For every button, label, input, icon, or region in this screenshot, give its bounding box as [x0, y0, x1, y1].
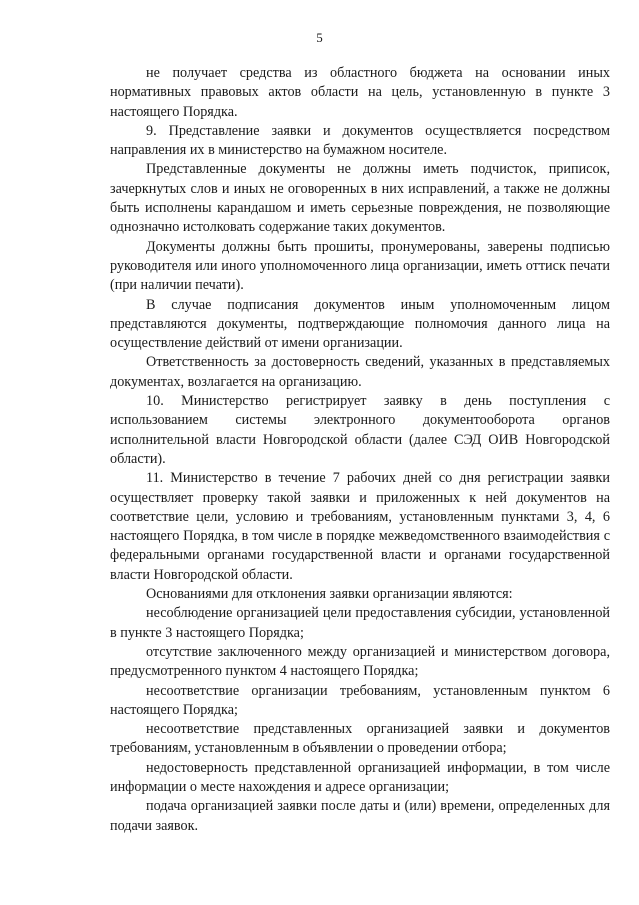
- paragraph-3: Представленные документы не должны иметь подчисток, приписок, зачеркнутых слов и иных не оговоренных в них исправлений, а также не должны быть исполнены карандашом и иметь серьезные повреждения, не позволяющие однозначно истолковать содержание таких документов.: [110, 161, 610, 236]
- page-number: 5: [316, 30, 323, 45]
- paragraph-15: подача организацией заявки после даты и (или) времени, определенных для подачи заявок.: [110, 798, 610, 834]
- paragraph-4: Документы должны быть прошиты, пронумерованы, заверены подписью руководителя или иного уполномоченного лица организации, иметь оттиск печати (при наличии печати).: [110, 238, 610, 294]
- paragraph-14: недостоверность представленной организацией информации, в том числе информации о месте нахождения и адресе организации;: [110, 759, 610, 795]
- paragraph-5: В случае подписания документов иным уполномоченным лицом представляются документы, подтверждающие полномочия данного лица на осуществление действий от имени организации.: [110, 296, 610, 352]
- paragraph-10: несоблюдение организацией цели предоставления субсидии, установленной в пункте 3 настоящего Порядка;: [110, 605, 610, 641]
- paragraph-7: 10. Министерство регистрирует заявку в день поступления с использованием системы электронного документооборота органов исполнительной власти Новгородской области (далее СЭД ОИВ Новгородской области).: [110, 393, 610, 467]
- paragraph-2: 9. Представление заявки и документов осуществляется посредством направления их в министерство на бумажном носителе.: [110, 122, 610, 159]
- paragraph-12: несоответствие организации требованиям, установленным пунктом 6 настоящего Порядка;: [110, 682, 610, 718]
- paragraph-9: Основаниями для отклонения заявки организации являются:: [146, 586, 513, 603]
- paragraph-6: Ответственность за достоверность сведений, указанных в представляемых документах, возлагается на организацию.: [110, 354, 610, 390]
- paragraph-8: 11. Министерство в течение 7 рабочих дней со дня регистрации заявки осуществляет проверку такой заявки и приложенных к ней документов на соответствие цели, условию и требованиям, установленным пунктами 3, 4, 6 настоящего Порядка, в том числе в порядке межведомственного взаимодействия с федеральными органами государственной власти и органами государственной власти Новгородской области.: [110, 470, 610, 583]
- document-body: [110, 64, 610, 836]
- paragraph-1: не получает средства из областного бюджета на основании иных нормативных правовых актов области на цель, установленную в пункте 3 настоящего Порядка.: [110, 65, 610, 120]
- paragraph-11: отсутствие заключенного между организацией и министерством договора, предусмотренного пунктом 4 настоящего Порядка;: [110, 643, 610, 680]
- paragraph-13: несоответствие представленных организацией заявки и документов требованиям, установленным в объявлении о проведении отбора;: [110, 721, 610, 757]
